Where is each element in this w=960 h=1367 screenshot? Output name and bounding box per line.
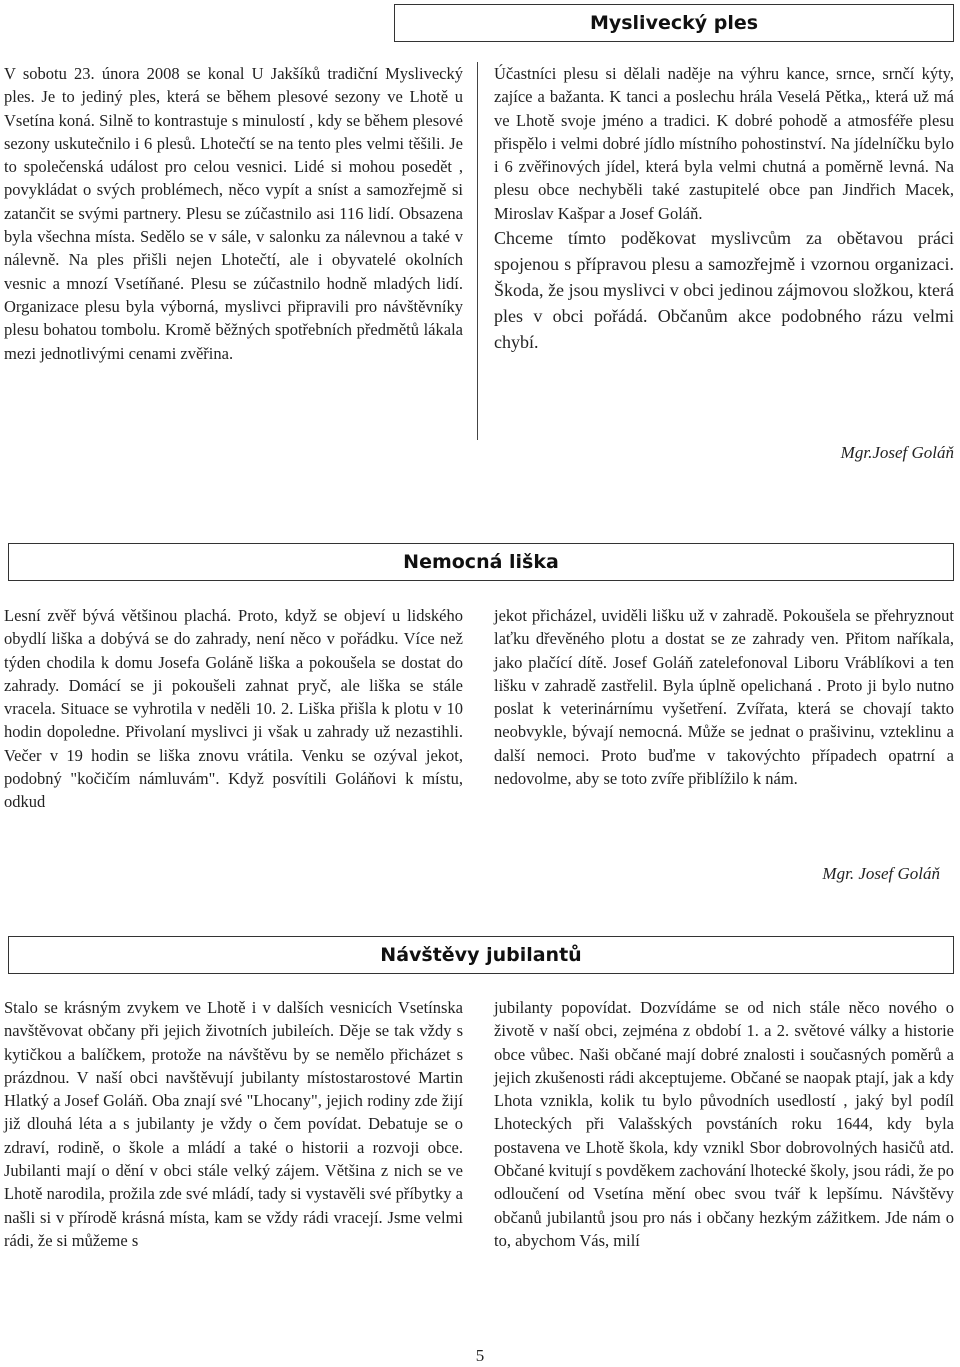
- paragraph: V sobotu 23. února 2008 se konal U Jakšíků tradiční Myslivecký ples. Je to jediný ples, která se během plesové sezony ve Lhotě u Vsetína koná. Silně to kontrastuje s minulostí , kdy se během plesové sezony uskutečnilo i 6 plesů. Lhotečtí se na tento ples velmi těšili. Je to společenská událost pro celou vesnici. Lidé si mohou posedět , povykládat o svých problémech, něco vypít a sníst a samozřejmě si zatančit se svými partnery. Plesu se zúčastnilo asi 116 lidí. Obsazena byla všechna místa. Sedělo se v sále, v salonku za nálevnou a také v nálevně. Na ples přišli nejen Lhotečtí, ale i obyvatelé okolních vesnic a mnozí Vsetíňané. Plesu se zúčastnilo hodně mladých lidí. Organizace plesu byla výborná, myslivci připravili pro návštěvníky plesu bohatou tombolu. Kromě běžných spotřebních předmětů lákala mezi jednotlivými cenami zvěřina.: [4, 64, 463, 363]
- column-divider: [477, 62, 478, 440]
- paragraph: jubilanty popovídat. Dozvídáme se od nich stále něco nového o životě v naší obci, zejména z období 1. a 2. světové války a historie obce vůbec. Naši občané mají dobré znalosti i současných poměrů a jejich zkušenosti rádi akceptujeme. Občané se naopak ptají, jak a kdy Lhota vznikla, kolik tu bylo původních usedlostí , jaký byl podíl Lhoteckých při Valašských povstáních roku 1644, kdy byla postavena ve Lhotě škola, kdy vznikl Sbor dobrovolných hasičů atd. Občané kvitují s povděkem zachování lhotecké školy, jsou rádi, že po odloučení od Vsetína mění obec svou tvář k lepšímu. Návštěvy občanů jubilantů jsou pro nás i občany hezkým zážitkem. Jde nám o to, abychom Vás, milí: [494, 998, 954, 1250]
- section-title-nemocna-liska: Nemocná liška: [8, 543, 954, 581]
- section-title-navstevy-jubilantu: Návštěvy jubilantů: [8, 936, 954, 974]
- paragraph: Stalo se krásným zvykem ve Lhotě i v dalších vesnicích Vsetínska navštěvovat občany při jejich životních jubileích. Děje se tak vždy s kytičkou a balíčkem, protože na návštěvu by se nemělo přicházet s prázdnou. V naší obci navštěvují jubilanty místostarostové Martin Hlatký a Josef Goláň. Oba znají své "Lhocany", jejich rodiny zde žijí již dlouhá léta a s jubilanty je vždy o čem povídat. Debatuje se o zdraví, rodině, o škole a mládí a také o historii a rozvoji obce. Jubilanti mají o dění v obci stále velký zájem. Většina z nich se ve Lhotě narodila, prožila zde své mládí, tady si vystavěli své příbytky a našli si v přírodě krásná místa, kam se vždy rádi vracejí. Jsme velmi rádi, že si můžeme s: [4, 998, 463, 1250]
- article-text-right: [494, 996, 954, 1252]
- author-signature: Mgr.Josef Goláň: [840, 443, 954, 462]
- article-text-right: [494, 62, 954, 355]
- author-signature: Mgr. Josef Goláň: [822, 864, 940, 883]
- article-text-left: [4, 996, 463, 1252]
- page-number: 5: [475, 1346, 485, 1365]
- paragraph-large: Chceme tímto poděkovat myslivcům za obětavou práci spojenou s přípravou plesu a samozřejmě i vzornou organizaci. Škoda, že jsou myslivci v obci jedinou zájmovou složkou, která ples v obci pořádá. Občanům akce podobného rázu velmi chybí.: [494, 228, 954, 353]
- paragraph: jekot přicházel, uviděli lišku už v zahradě. Pokoušela se přehryznout laťku dřevěného plotu a dostat se ze zahrady ven. Přitom naříkala, jako plačící dítě. Josef Goláň zatelefonoval Liboru Vráblíkovi a ten lišku v zahradě zastřelil. Byla úplně opelichaná . Proto ji bylo nutno poslat k veterinárnímu vyšetření. Zvířata, která se chovají takto neobvykle, bývají nemocná. Může se jednat o prašivinu, vzteklinu a další nemoci. Proto buďme v takovýchto případech opatrní a nedovolme, aby se toto zvíře přiblížilo k nám.: [494, 606, 954, 789]
- article-text-left: [4, 604, 463, 814]
- article-text-right: [494, 604, 954, 790]
- article-text-left: [4, 62, 463, 365]
- paragraph: Účastníci plesu si dělali naděje na výhru kance, srnce, srnčí kýty, zajíce a bažanta. K tanci a poslechu hrála Veselá Pětka,, která už má ve Lhotě svoje jméno a tradici. K dobré pohodě a atmosféře plesu přispělo i velmi dobré jídlo místního pohostinství. Na jídelníčku bylo i 6 zvěřinových jídel, která byla velmi chutná a poměrně levná. Na plesu obce nechyběli také zastupitelé obce pan Jindřich Macek, Miroslav Kašpar a Josef Goláň.: [494, 64, 954, 223]
- paragraph: Lesní zvěř bývá většinou plachá. Proto, když se objeví u lidského obydlí liška a dobývá se do zahrady, není něco v pořádku. Více než týden chodila k domu Josefa Goláně liška a pokoušela se dostat do zahrady. Domácí se ji pokoušeli zahnat pryč, ale liška se stále vracela. Situace se vyhrotila v neděli 10. 2. Liška přišla k plotu v 10 hodin dopoledne. Přivolaní myslivci ji však u zahrady už nezastihli. Večer v 19 hodin se liška znovu vrátila. Venku se ozýval jekot, podobný "kočičím námluvám". Když posvítili Goláňovi k místu, odkud: [4, 606, 463, 812]
- section-title-myslivecky-ples: Myslivecký ples: [394, 4, 954, 42]
